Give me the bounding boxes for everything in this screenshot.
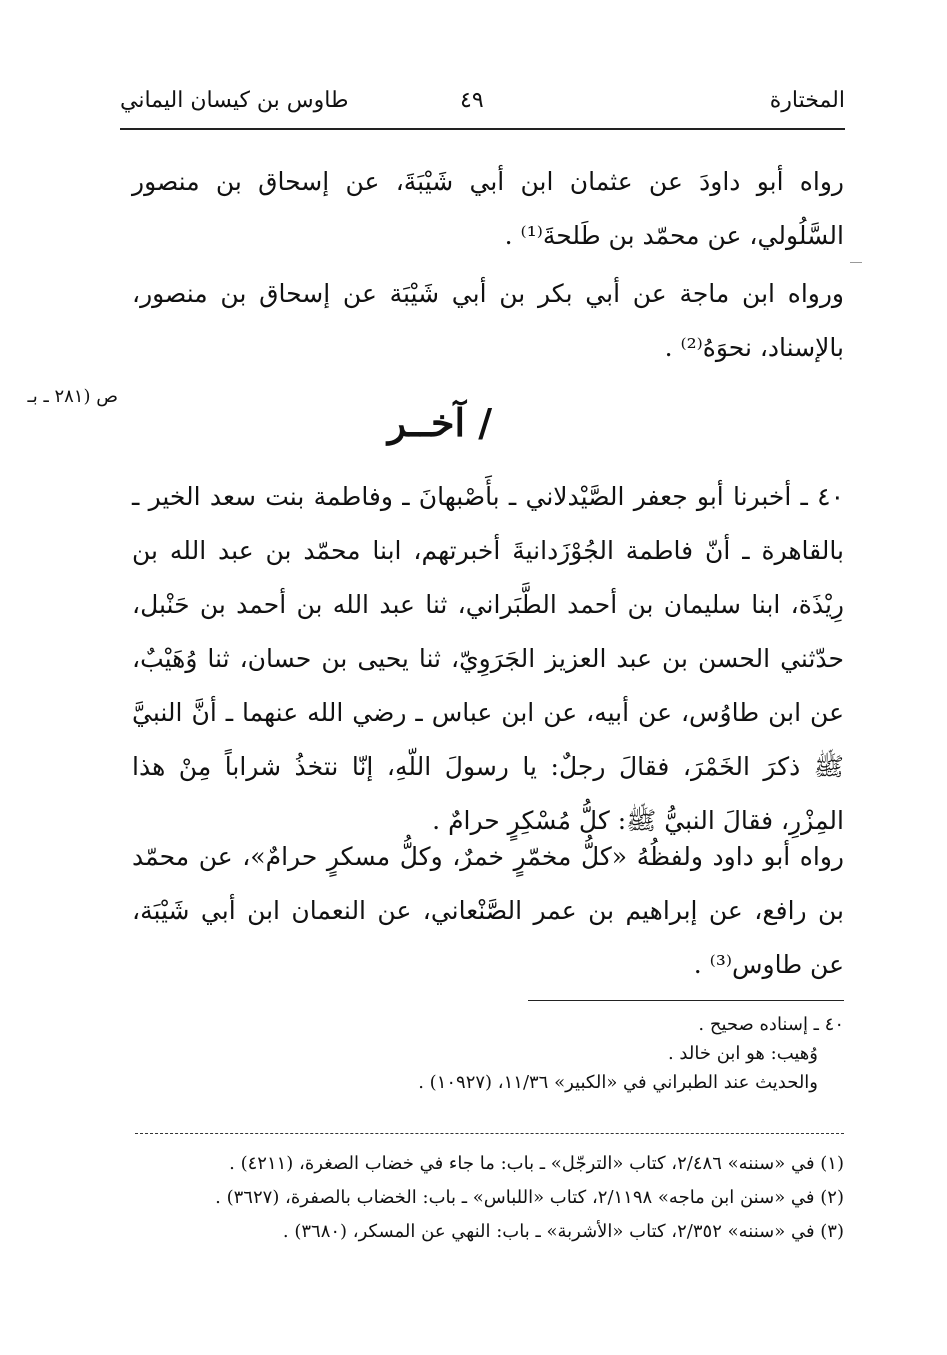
footnote-line: (٢) في «سنن ابن ماجه» ٢/١١٩٨، كتاب «اللباس» ـ باب: الخضاب بالصفرة، (٣٦٢٧) . (215, 1187, 844, 1208)
footnote-line: (٣) في «سننه» ٢/٣٥٢، كتاب «الأشربة» ـ باب: النهي عن المسكر، (٣٦٨٠) . (282, 1221, 844, 1242)
header-rule (120, 128, 845, 130)
running-header (120, 88, 845, 128)
notes-rule (528, 1000, 844, 1001)
chapter-title: طاوس بن كيسان اليماني (120, 88, 349, 113)
footnote-line: (١) في «سننه» ٢/٤٨٦، كتاب «الترجّل» ـ باب: ما جاء في خضاب الصغرة، (٤٢١١) . (229, 1153, 844, 1174)
note-line: وُهيب: هو ابن خالد . (667, 1043, 818, 1064)
section-title: / آخــر (387, 400, 493, 445)
book-title: المختارة (769, 88, 845, 113)
paragraph-1: رواه أبو داودَ عن عثمان ابن أبي شَيْبَةَ، عن إسحاق بن منصور السَّلُولي، عن محمّد بن طَلحةَ⁽¹⁾ . (132, 167, 844, 250)
page-number: ٤٩ (460, 88, 484, 113)
footnotes (120, 1147, 844, 1249)
scan-mark (850, 262, 862, 263)
paragraph-2: ورواه ابن ماجة عن أبي بكر بن أبي شَيْبَة عن إسحاق بن منصور، بالإسناد، نحوَهُ⁽²⁾ . (132, 279, 844, 362)
margin-note: ص (٢٨١ ـ بـ (27, 386, 118, 407)
editor-notes (330, 1010, 844, 1097)
footnote-separator (135, 1133, 844, 1134)
note-line: ٤٠ ـ إسناده صحيح . (698, 1014, 844, 1035)
narration-paragraph: رواه أبو داود ولفظُهُ «كلُّ مخمّرٍ خمرٌ، وكلُّ مسكرٍ حرامٌ»، عن محمّد بن رافع، عن إبراهيم بن عمر الصَّنْعاني، عن النعمان ابن أبي شَيْبَة، عن طاوس⁽³⁾ . (132, 842, 844, 979)
hadith-paragraph: ٤٠ ـ أخبرنا أبو جعفر الصَّيْدلاني ـ بأَصْبهانَ ـ وفاطمة بنت سعد الخير ـ بالقاهرة ـ أنّ فاطمة الجُوْزَدانيةَ أخبرتهم، ابنا محمّد بن عبد الله بن رِيْذَة، ابنا سليمان بن أحمد الطَّبَراني، ثنا عبد الله بن أحمد بن حَنْبل، حدّثني الحسن بن عبد العزيز الجَرَوِيّ، ثنا يحيى بن حسان، ثنا وُهَيْبٌ، عن ابن طاوُس، عن أبيه، عن ابن عباس ـ رضي الله عنهما ـ أنَّ النبيَّ ﷺ ذكرَ الخَمْرَ، فقالَ رجلٌ: يا رسولَ اللّهِ، إنّا نتخذُ شراباً مِنْ هذا المِزْرِ، فقالَ النبيُّ ﷺ: كلُّ مُسْكِرٍ حرامٌ . (132, 482, 844, 835)
note-line: والحديث عند الطبراني في «الكبير» ١١/٣٦، (١٠٩٢٧) . (418, 1072, 818, 1093)
